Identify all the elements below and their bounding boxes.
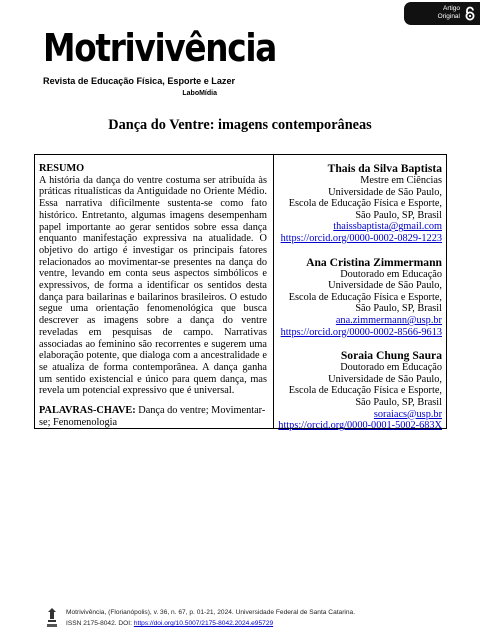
journal-logo: Motrivivência bbox=[43, 26, 277, 70]
author-location: São Paulo, SP, Brasil bbox=[355, 209, 442, 221]
author-school: Escola de Educação Física e Esporte, bbox=[288, 385, 442, 397]
author-location: São Paulo, SP, Brasil bbox=[355, 303, 442, 315]
lab-name: LaboMídia bbox=[182, 90, 217, 97]
author-orcid-link[interactable]: https://orcid.org/0000-0002-8566-9613 bbox=[280, 326, 442, 338]
article-title: Dança do Ventre: imagens contemporâneas bbox=[108, 117, 372, 133]
footer-citation bbox=[66, 607, 466, 629]
keywords-label: PALAVRAS-CHAVE: bbox=[39, 405, 136, 416]
author-orcid-link[interactable]: https://orcid.org/0000-0002-0829-1223 bbox=[280, 232, 442, 244]
authors-list bbox=[275, 162, 442, 443]
abstract-heading: RESUMO bbox=[39, 163, 85, 174]
author-degree: Doutorado em Educação bbox=[340, 268, 442, 280]
abstract-section bbox=[39, 163, 267, 397]
ufsc-logo-icon bbox=[46, 607, 58, 629]
doi-link[interactable]: https://doi.org/10.5007/2175-8042.2024.e95729 bbox=[133, 620, 274, 627]
abstract-text: A história da dança do ventre costuma ser atribuída às práticas ritualísticas da Antiguidade no Oriente Médio. Essa narrativa dificilmente sustenta-se como fato histórico. Entretanto, algumas imagens desempenham papel importante ao gerar sentidos sobre essa dança enquanto manifestação expressiva na atualidade. O objetivo do artigo é investigar os principais fatores relacionados ao movimentar-se presentes na dança do ventre, levando em conta seus aspectos simbólicos e expressivos, de forma a identificar os sentidos desta dança para bailarinas e bailarinos brasileiros. O estudo segue uma orientação fenomenológica que busca descrever as imagens sobre a dança do ventre reveladas em pesquisas de campo. Narrativas associadas ao feminino são recorrentes e sugerem uma elaboração potente, que dialoga com a ancestralidade e se atualiza de forma contemporânea. A dança ganha um sentido existencial e único para quem dança, mas revela um potencial expressivo que é universal. bbox=[39, 174, 267, 397]
author-email-link[interactable]: thaissbaptista@gmail.com bbox=[333, 221, 442, 233]
author-location: São Paulo, SP, Brasil bbox=[355, 396, 442, 408]
author-degree: Doutorado em Educação bbox=[340, 362, 442, 374]
issn-line bbox=[66, 618, 466, 629]
citation-line: Motrivivência, (Florianópolis), v. 36, n. 67, p. 01-21, 2024. Universidade Federal de Santa Catarina. bbox=[66, 609, 356, 616]
badge-line-1: Artigo bbox=[443, 5, 460, 12]
author-block bbox=[275, 256, 442, 339]
author-name: Thais da Silva Baptista bbox=[327, 162, 442, 175]
author-email-link[interactable]: soraiacs@usp.br bbox=[373, 408, 442, 420]
issn-text: ISSN 2175-8042. DOI: bbox=[66, 620, 132, 627]
keywords-text: Dança do ventre; Movimentar-se; Fenomenologia bbox=[39, 405, 266, 428]
abstract-table bbox=[34, 154, 447, 432]
author-block bbox=[275, 349, 442, 432]
badge-line-2: Original bbox=[437, 13, 460, 20]
author-name: Ana Cristina Zimmermann bbox=[306, 255, 442, 269]
author-school: Escola de Educação Física e Esporte, bbox=[288, 291, 442, 303]
author-university: Universidade de São Paulo, bbox=[328, 280, 442, 292]
author-school: Escola de Educação Física e Esporte, bbox=[288, 198, 442, 210]
badge-label bbox=[424, 5, 460, 21]
author-email-link[interactable]: ana.zimmermann@usp.br bbox=[335, 314, 442, 326]
author-degree: Mestre em Ciências bbox=[360, 175, 442, 186]
author-block bbox=[275, 162, 442, 245]
journal-subtitle: Revista de Educação Física, Esporte e Lazer bbox=[43, 76, 236, 86]
article-type-badge bbox=[404, 2, 480, 25]
author-university: Universidade de São Paulo, bbox=[328, 373, 442, 385]
author-university: Universidade de São Paulo, bbox=[328, 186, 442, 198]
column-divider bbox=[273, 155, 274, 428]
author-orcid-link[interactable]: https://orcid.org/0000-0001-5002-683X bbox=[278, 420, 442, 432]
keywords-section bbox=[39, 405, 267, 428]
author-name: Soraia Chung Saura bbox=[340, 349, 442, 363]
open-access-icon bbox=[463, 6, 477, 21]
